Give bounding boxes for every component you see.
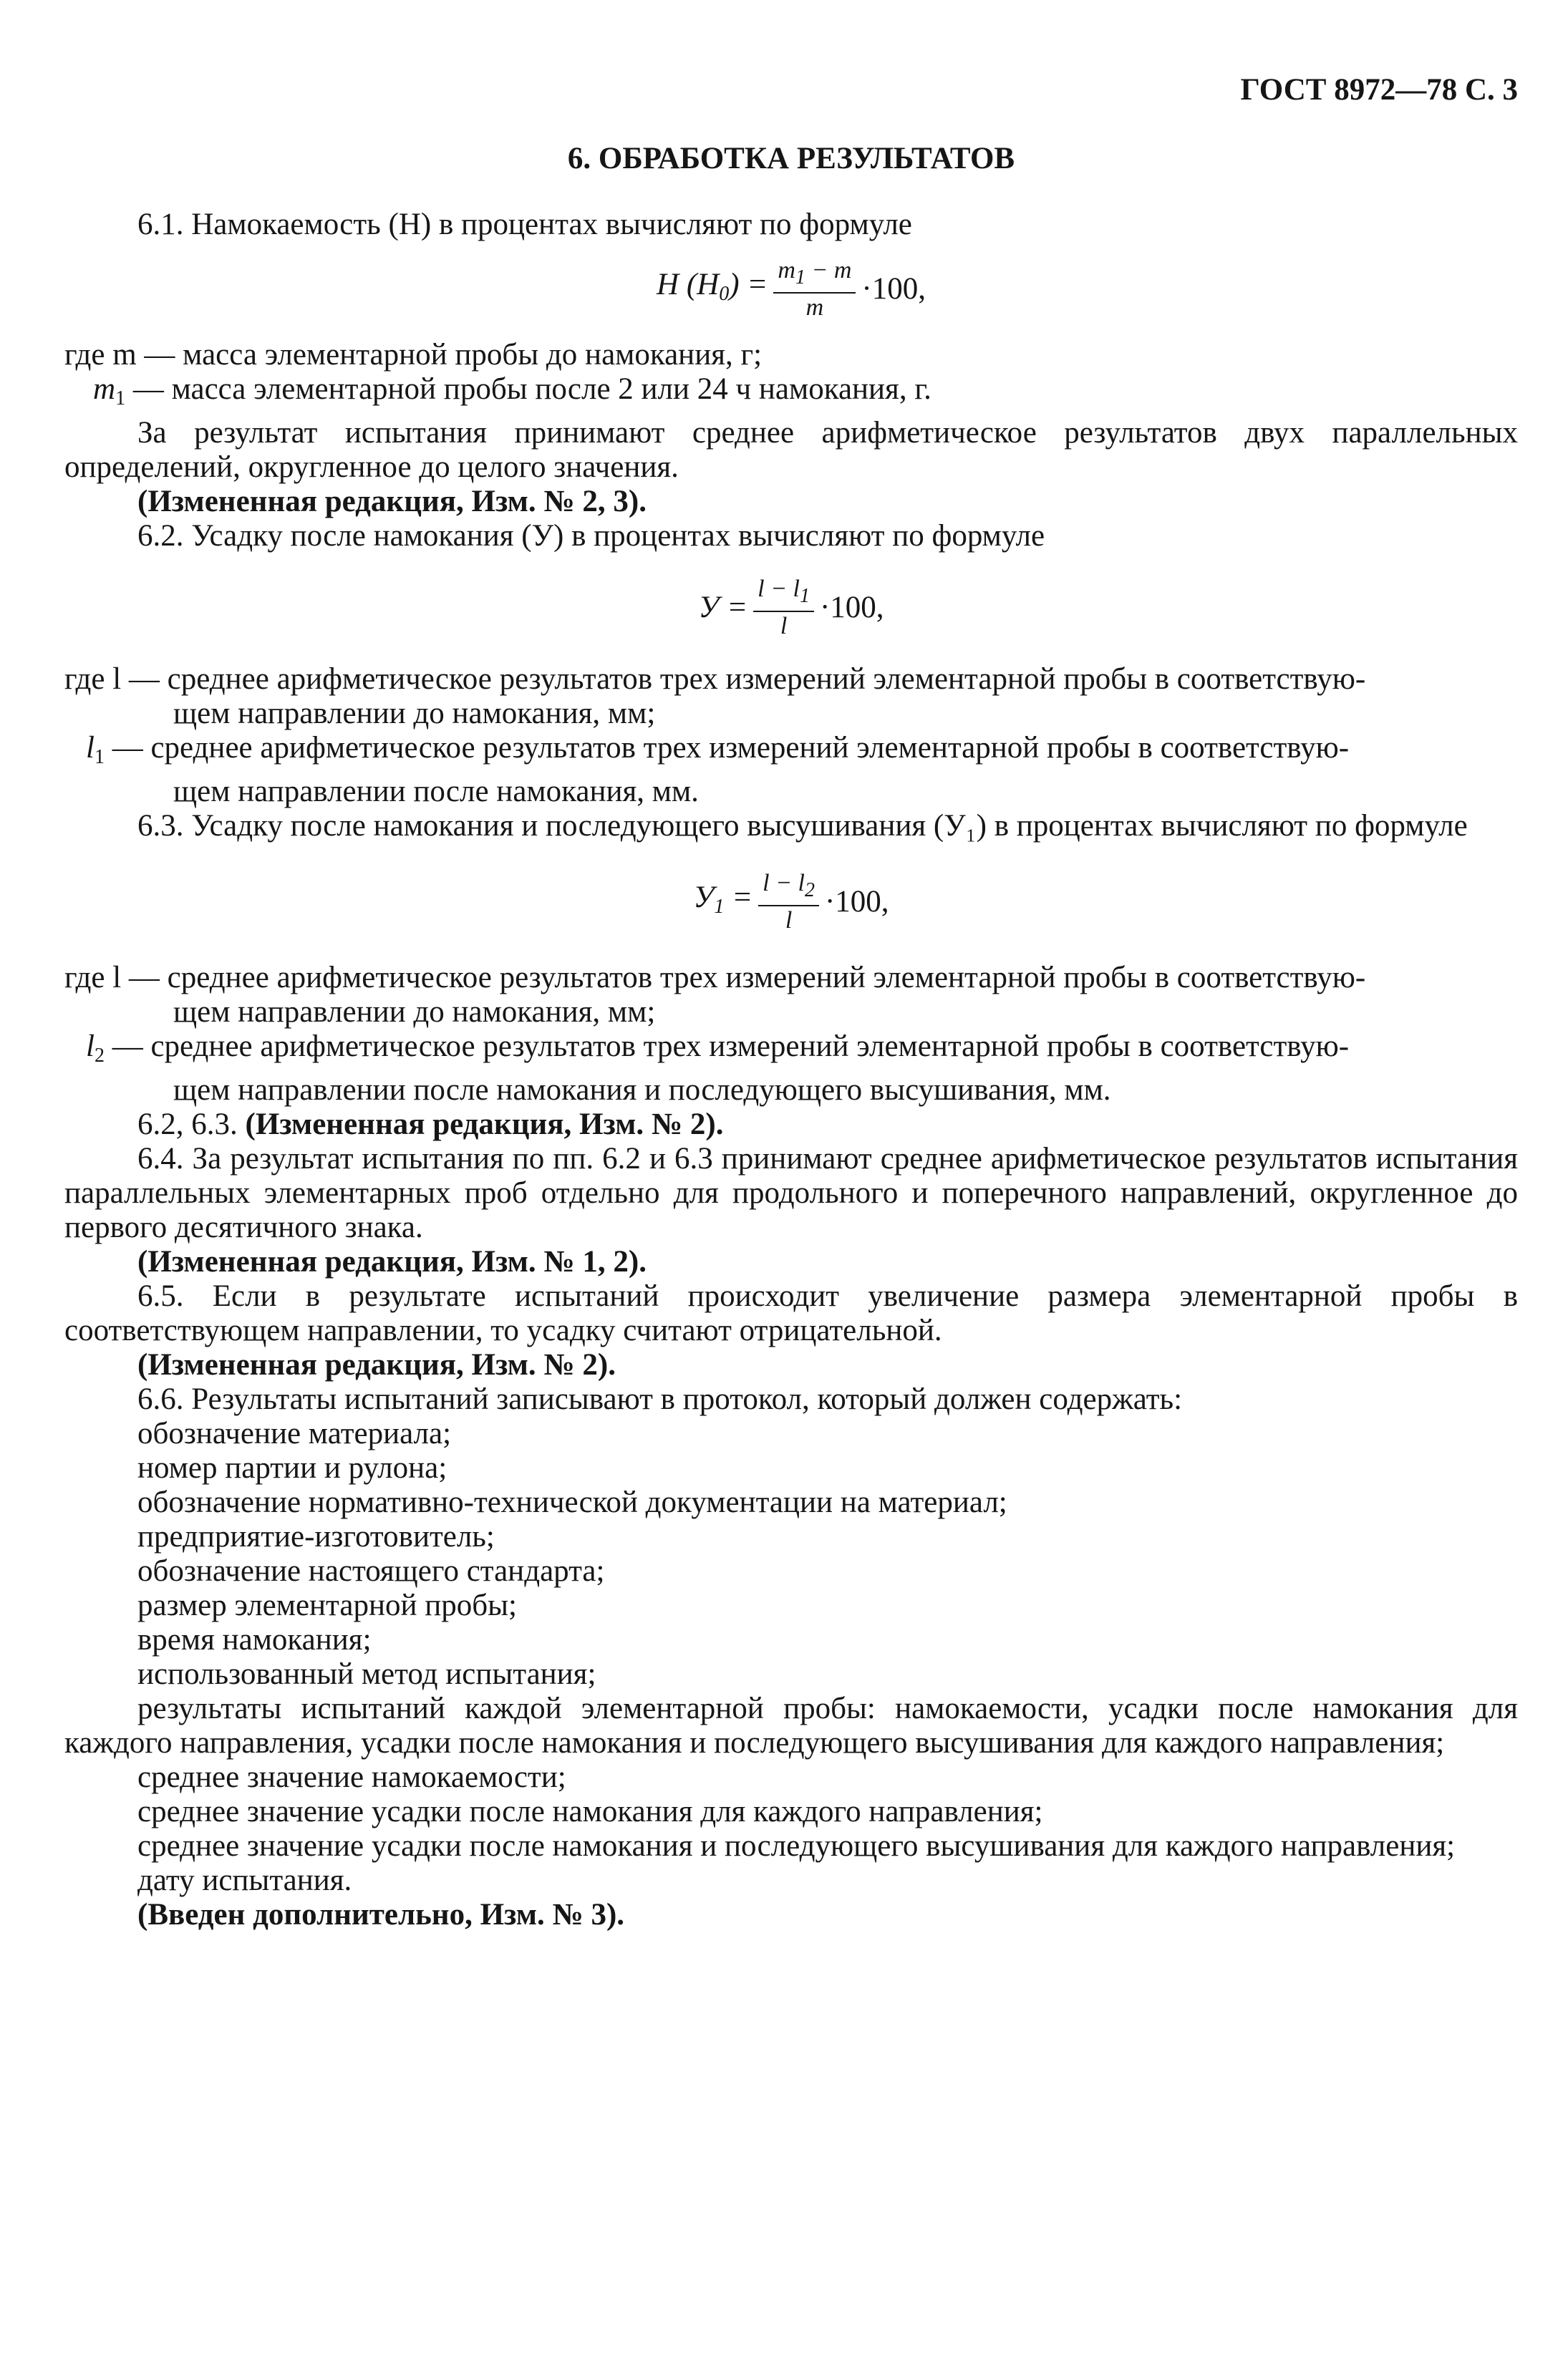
- document-body: [64, 208, 1518, 1932]
- where3-l2-cont: щем направлении после намокания и последующего высушивания, мм.: [173, 1073, 1111, 1107]
- list-item: время намокания;: [137, 1623, 372, 1657]
- document-page: [64, 0, 1518, 2379]
- where-l1-cont: щем направлении после намокания, мм.: [173, 775, 699, 808]
- protocol-list: [64, 1417, 1518, 1898]
- formula-shrinkage-dried: $У_1$ = $\frac{l - l_2}{l}$ ·100,: [693, 870, 889, 934]
- where3-l2: $l_2$ — среднее арифметическое результатов трех измерений элементарной пробы в соответствую-: [86, 1029, 1350, 1067]
- edition-note-2-3: (Измененная редакция, Изм. № 2, 3).: [137, 485, 647, 518]
- formula-shrinkage: У = $\frac{l - l_1}{l}$ ·100,: [698, 576, 884, 639]
- where-m1: $m_1$ — масса элементарной пробы после 2 или 24 ч намокания, г.: [93, 372, 931, 410]
- edition-note-1-2: (Измененная редакция, Изм. № 1, 2).: [137, 1245, 647, 1279]
- formula-fraction: $\frac{l - l_2}{l}$: [758, 869, 819, 935]
- formula-fraction: $\frac{l - l_1}{l}$: [753, 575, 814, 641]
- section-title: 6. ОБРАБОТКА РЕЗУЛЬТАТОВ: [567, 142, 1015, 175]
- list-item: среднее значение намокаемости;: [137, 1760, 566, 1794]
- clause-6-4: 6.4. За результат испытания по пп. 6.2 и 6.3 принимают среднее арифметическое результатов испытания параллельных элементарных проб отдельно для продольного и поперечного направлений, округленное до первого десятичного знака.: [64, 1142, 1518, 1244]
- list-item: среднее значение усадки после намокания для каждого направления;: [137, 1795, 1043, 1828]
- edition-note-3-added: (Введен дополнительно, Изм. № 3).: [137, 1898, 625, 1932]
- list-item: размер элементарной пробы;: [137, 1589, 517, 1622]
- formula-tail: ·100,: [861, 272, 926, 306]
- result-paragraph: За результат испытания принимают среднее арифметическое результатов двух параллельных определений, округленное до целого значения.: [64, 416, 1518, 484]
- formula-fraction: $\frac{m_1 - m}{m}$: [773, 256, 856, 322]
- where-l-cont: щем направлении до намокания, мм;: [173, 697, 656, 730]
- list-item: обозначение материала;: [137, 1417, 452, 1450]
- clause-6-2: 6.2. Усадку после намокания (У) в процентах вычисляют по формуле: [137, 519, 1045, 553]
- clause-6-6: 6.6. Результаты испытаний записывают в протокол, который должен содержать:: [137, 1382, 1183, 1416]
- where-l1: $l_1$ — среднее арифметическое результатов трех измерений элементарной пробы в соответствую-: [86, 731, 1350, 768]
- formula-lhs: Н $(Н_0)$ =: [657, 267, 768, 305]
- page-header: ГОСТ 8972—78 С. 3: [1240, 73, 1518, 107]
- list-item: дату испытания.: [137, 1864, 352, 1897]
- list-item: использованный метод испытания;: [137, 1657, 596, 1691]
- clause-6-1: 6.1. Намокаемость (Н) в процентах вычисляют по формуле: [137, 208, 912, 241]
- clause-6-3: 6.3. Усадку после намокания и последующего высушивания (У₁) в процентах вычисляют по формуле: [137, 809, 1468, 843]
- list-item: предприятие-изготовитель;: [137, 1520, 495, 1554]
- edition-note-2: (Измененная редакция, Изм. № 2).: [137, 1348, 616, 1382]
- where3-l-cont: щем направлении до намокания, мм;: [173, 995, 656, 1029]
- list-item: обозначение настоящего стандарта;: [137, 1554, 605, 1588]
- list-item: среднее значение усадки после намокания и последующего высушивания для каждого направления;: [137, 1829, 1456, 1863]
- where-m: где m — масса элементарной пробы до намокания, г;: [64, 338, 763, 372]
- edition-note-6-2-6-3: 6.2, 6.3. (Измененная редакция, Изм. № 2).: [137, 1108, 724, 1141]
- where3-l: где l — среднее арифметическое результатов трех измерений элементарной пробы в соответствую-: [64, 961, 1366, 994]
- list-item: номер партии и рулона;: [137, 1451, 447, 1485]
- list-item: результаты испытаний каждой элементарной пробы: намокаемости, усадки после намокания для каждого направления, усадки после намокания и последующего высушивания для каждого направления;: [64, 1692, 1518, 1760]
- formula-wettability: [64, 256, 1518, 322]
- list-item: обозначение нормативно-технической документации на материал;: [137, 1486, 1007, 1519]
- clause-6-5: 6.5. Если в результате испытаний происходит увеличение размера элементарной пробы в соответствующем направлении, то усадку считают отрицательной.: [64, 1279, 1518, 1347]
- where-l: где l — среднее арифметическое результатов трех измерений элементарной пробы в соответствую-: [64, 662, 1366, 696]
